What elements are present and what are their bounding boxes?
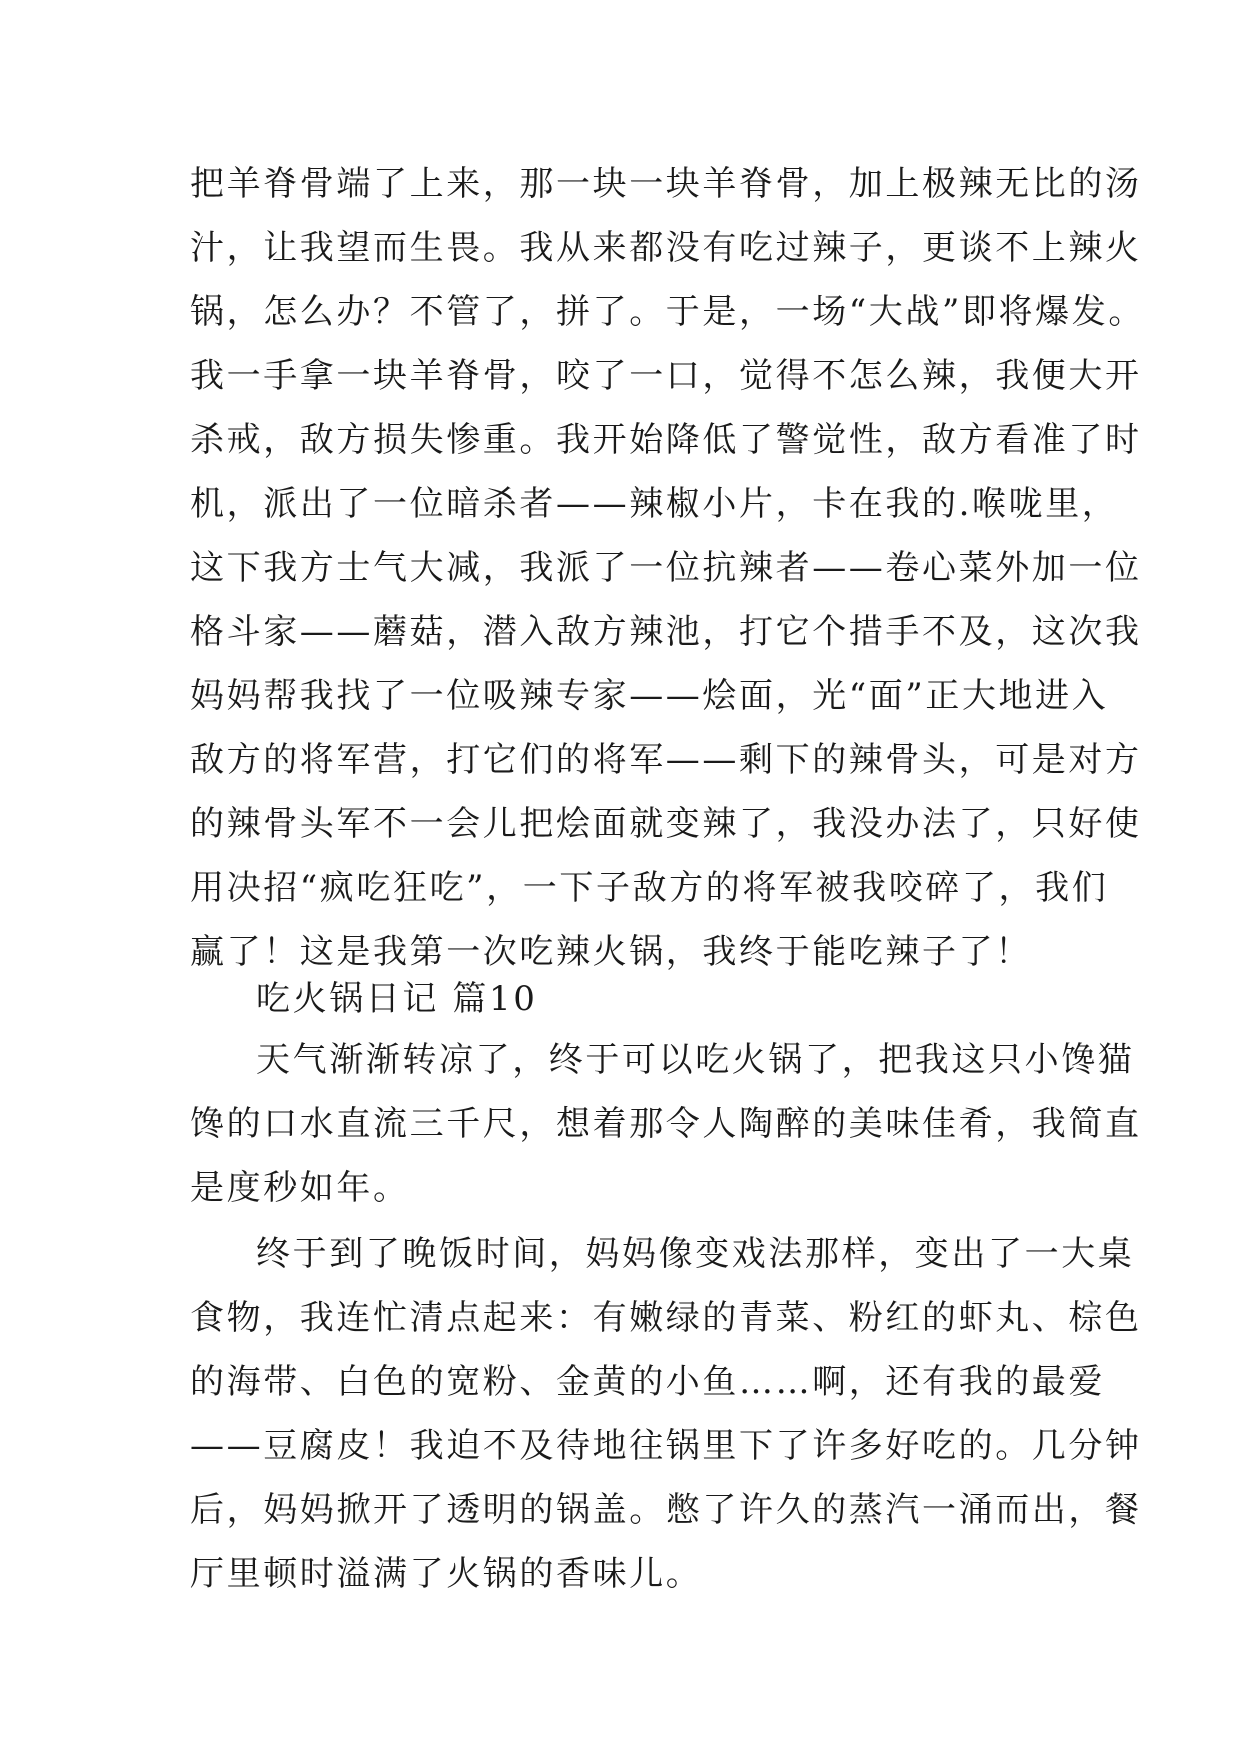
text-line: 厅里顿时溢满了火锅的香味儿。	[190, 1554, 703, 1594]
text-line: 是度秒如年。	[190, 1168, 410, 1208]
text-line: 这下我方士气大减，我派了一位抗辣者——卷心菜外加一位	[190, 548, 1142, 588]
text-line: 赢了！这是我第一次吃辣火锅，我终于能吃辣子了！	[190, 932, 1032, 972]
text-line: 格斗家——蘑菇，潜入敌方辣池，打它个措手不及，这次我	[190, 612, 1142, 652]
text-line: 的海带、白色的宽粉、金黄的小鱼……啊，还有我的最爱	[190, 1362, 1105, 1402]
section-heading: 吃火锅日记 篇10	[256, 979, 538, 1019]
paragraph-3	[190, 1222, 1142, 1606]
text-line: 把羊脊骨端了上来，那一块一块羊脊骨，加上极辣无比的汤	[190, 164, 1142, 204]
text-line: 机，派出了一位暗杀者——辣椒小片，卡在我的.喉咙里，	[190, 484, 1119, 524]
text-line: ——豆腐皮！我迫不及待地往锅里下了许多好吃的。几分钟	[190, 1426, 1142, 1466]
text-line: 终于到了晚饭时间，妈妈像变戏法那样，变出了一大桌	[256, 1234, 1135, 1274]
text-line: 后，妈妈掀开了透明的锅盖。憋了许久的蒸汽一涌而出，餐	[190, 1490, 1142, 1530]
text-line: 用决招“疯吃狂吃”，一下子敌方的将军被我咬碎了，我们	[190, 868, 1109, 908]
paragraph-2	[190, 1028, 1142, 1220]
text-line: 锅，怎么办？不管了，拼了。于是，一场“大战”即将爆发。	[190, 292, 1145, 332]
paragraph-1	[190, 152, 1145, 984]
text-line: 的辣骨头军不一会儿把烩面就变辣了，我没办法了，只好使	[190, 804, 1142, 844]
text-line: 杀戒，敌方损失惨重。我开始降低了警觉性，敌方看准了时	[190, 420, 1142, 460]
text-line: 天气渐渐转凉了，终于可以吃火锅了，把我这只小馋猫	[256, 1040, 1135, 1080]
text-line: 汁，让我望而生畏。我从来都没有吃过辣子，更谈不上辣火	[190, 228, 1142, 268]
text-line: 馋的口水直流三千尺，想着那令人陶醉的美味佳肴，我简直	[190, 1104, 1142, 1144]
section-heading-block	[190, 967, 1052, 1031]
text-line: 妈妈帮我找了一位吸辣专家——烩面，光“面”正大地进入	[190, 676, 1109, 716]
text-line: 敌方的将军营，打它们的将军——剩下的辣骨头，可是对方	[190, 740, 1142, 780]
text-line: 食物，我连忙清点起来：有嫩绿的青菜、粉红的虾丸、棕色	[190, 1298, 1142, 1338]
text-line: 我一手拿一块羊脊骨，咬了一口，觉得不怎么辣，我便大开	[190, 356, 1142, 396]
